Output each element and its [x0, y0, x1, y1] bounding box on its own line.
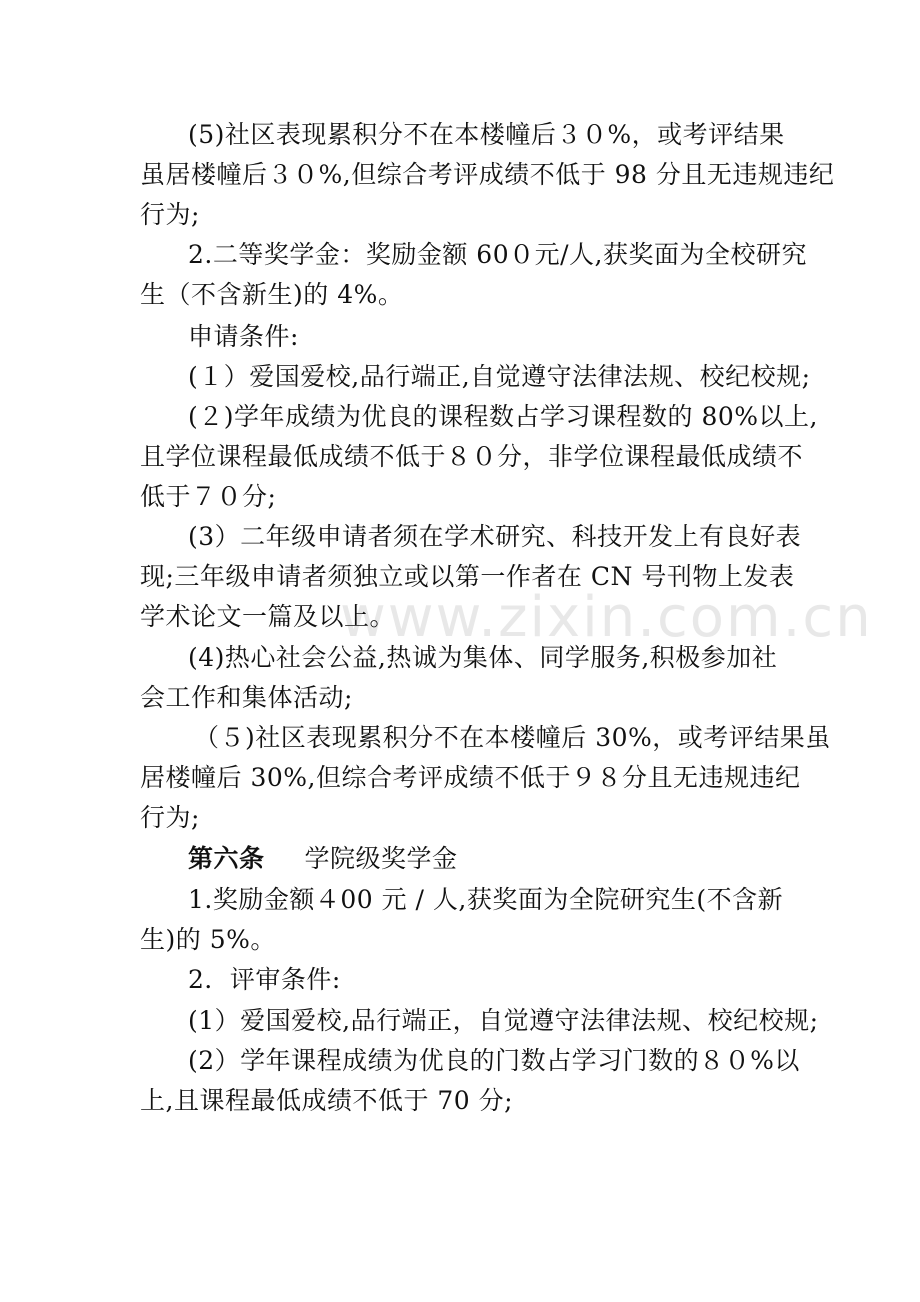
text-line: 2．评审条件: — [188, 965, 341, 994]
text-line: 生)的 5%。 — [140, 925, 276, 954]
watermark: www.zixin.com.cn — [340, 585, 873, 650]
text-line: （５)社区表现累积分不在本楼幢后 30%，或考评结果虽 — [194, 723, 831, 752]
text-line: 现;三年级申请者须独立或以第一作者在 CN 号刊物上发表 — [140, 562, 795, 591]
text-line: 2.二等奖学金：奖励金额 60０元/人,获奖面为全校研究 — [188, 240, 807, 269]
text-line: 行为; — [140, 200, 200, 229]
article-title: 学院级奖学金 — [304, 844, 458, 873]
text-line: 行为; — [140, 803, 200, 832]
article-number: 第六条 — [188, 844, 265, 873]
text-line: 且学位课程最低成绩不低于８０分，非学位课程最低成绩不 — [140, 442, 804, 471]
text-line: 虽居楼幢后３０%,但综合考评成绩不低于 98 分且无违规违纪 — [140, 160, 835, 189]
article-heading — [188, 839, 458, 879]
text-line: (5)社区表现累积分不在本楼幢后３０%，或考评结果 — [188, 120, 785, 149]
text-line: (２)学年成绩为优良的课程数占学习课程数的 80%以上, — [188, 402, 818, 431]
text-line: (2）学年课程成绩为优良的门数占学习门数的８０%以 — [188, 1046, 800, 1075]
text-line: 学术论文一篇及以上。 — [140, 602, 396, 631]
text-line: 上,且课程最低成绩不低于 70 分; — [140, 1086, 514, 1115]
text-line: (1）爱国爱校,品行端正，自觉遵守法律法规、校纪校规; — [188, 1006, 819, 1035]
text-line: 申请条件: — [188, 322, 299, 351]
text-line: (3）二年级申请者须在学术研究、科技开发上有良好表 — [188, 522, 802, 551]
text-line: 低于７０分; — [140, 482, 277, 511]
text-line: (１）爱国爱校,品行端正,自觉遵守法律法规、校纪校规; — [188, 362, 811, 391]
text-line: (4)热心社会公益,热诚为集体、同学服务,积极参加社 — [188, 643, 778, 672]
text-line: 生（不含新生)的 4%。 — [140, 280, 404, 309]
text-line: 1.奖励金额４00 元 / 人,获奖面为全院研究生(不含新 — [188, 885, 784, 914]
text-line: 会工作和集体活动; — [140, 683, 353, 712]
text-line: 居楼幢后 30%,但综合考评成绩不低于９８分且无违规违纪 — [140, 763, 801, 792]
